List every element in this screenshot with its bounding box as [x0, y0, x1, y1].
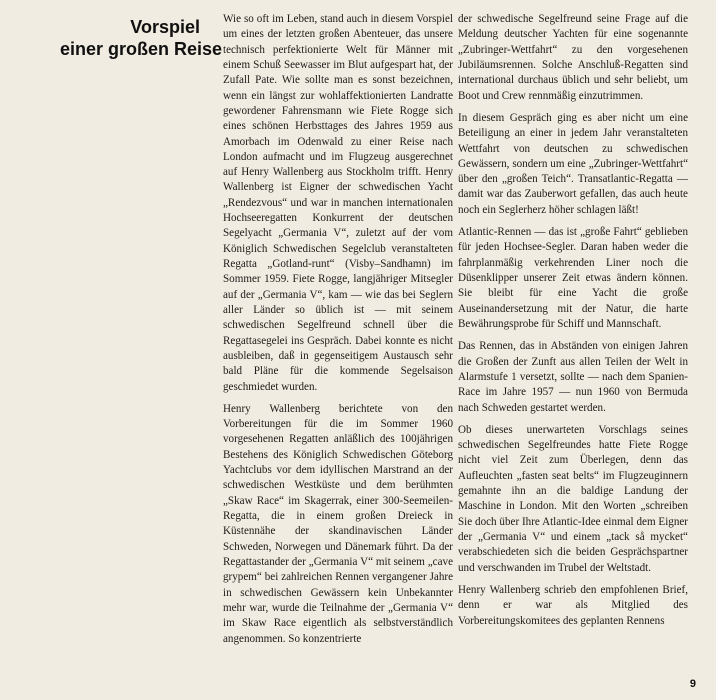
text-column-right — [458, 12, 688, 636]
paragraph: Wie so oft im Leben, stand auch in diesem Vorspiel um eines der letzten großen Abenteuer, das unsere technisch perfektionierte Welt für Männer mit einem Schuß Seewasser im Blut aufgespart hat, der Zufall Pate. Wie sollte man es sonst bezeichnen, wenn ein längst zur wohlaffektionierten Landratte gewordener Fahrensmann wie Fiete Rogge sich eines schönen Herbsttages des Jahres 1959 aus Amorbach im Odenwald zu einer Reise nach London aufmacht und im Flugzeug ausgerechnet auf Henry Wallenberg aus Stockholm trifft. Henry Wallenberg ist Eigner der schwedischen Yacht „Rendezvous“ und war in manchen internationalen Hochseeregatten Konkurrent der deutschen Segelyacht „Germania V“, zuletzt auf der vom Königlich Schwedischen Segelclub veranstalteten Regatta „Gotland-runt“ (Visby–Sandhamn) im Sommer 1959. Fiete Rogge, langjähriger Mitsegler auf der „Germania V“, kam — wie das bei Seglern aller Länder so üblich ist — mit seinem schwedischen Segelfreund schnell über die Regattasegelei ins Gespräch. Dabei konnte es nicht ausbleiben, daß in gegenseitigem Austausch sehr bald Pläne für die kommende Segelsaison geschmiedet wurden. — [223, 13, 453, 393]
paragraph: Das Rennen, das in Abständen von einigen Jahren die Großen der Zunft aus allen Teilen der Welt in Alarmstufe 1 versetzt, sollte — nach dem Spanien-Race im Jahre 1957 — nun 1960 von Bermuda nach Schweden gestartet werden. — [458, 340, 688, 414]
page-number: 9 — [689, 678, 696, 690]
paragraph: Henry Wallenberg schrieb den empfohlenen Brief, denn er war als Mitglied des Vorbereitungskomitees des geplanten Rennens — [458, 583, 688, 627]
text-column-left — [223, 12, 453, 654]
heading-line-1: Vorspiel — [130, 17, 200, 37]
paragraph: In diesem Gespräch ging es aber nicht um eine Beteiligung an einer in jedem Jahr veranstalteten Wettfahrt von deutschen zu schwedischen Gewässern, sondern um eine „Zubringer-Wettfahrt“ über den „großen Teich“. Transatlantic-Regatta — damit war das Zauberwort gefallen, das auch heute noch ein Seglerherz höher schlagen läßt! — [458, 111, 688, 216]
paragraph: Atlantic-Rennen — das ist „große Fahrt“ geblieben für jeden Hochsee-Segler. Daran haben weder die fahrplanmäßig verkehrenden Liner noch die Düsenklipper unserer Zeit etwas ändern können. Sie bleibt für eine Yacht die große Auseinandersetzung mit der Natur, die harte Bewährungsprobe für Schiff und Mannschaft. — [458, 226, 688, 330]
paragraph: der schwedische Segelfreund seine Frage auf die Meldung deutscher Yachten für eine sogenannte „Zubringer-Wettfahrt“ zu den vorgesehenen Jubiläumsrennen. Solche Anschluß-Regatten sind international durchaus üblich und sehr beliebt, um Boot und Crew rennmäßig einzutrimmen. — [458, 13, 688, 102]
section-heading — [60, 16, 223, 60]
heading-line-2: einer großen Reise — [60, 39, 223, 59]
paragraph: Henry Wallenberg berichtete von den Vorbereitungen für die im Sommer 1960 vorgesehenen Regatten anläßlich des 100jährigen Bestehens des Königlich Schwedischen Göteborg Yachtclubs vor dem idyllischen Marstrand an der schwedischen Westküste und dem berühmten „Skaw Race“ im Skagerrak, einer 300-Seemeilen-Regatta, die in einem großen Dreieck in Küstennähe der skandinavischen Länder Schweden, Norwegen und Dänemark führt. Da der Regattastander der „Germania V“ mit seinem „cave grypem“ bei zahlreichen Rennen vergangener Jahre in schwedischen Gewässern kein Unbekannter mehr war, wurde die Teilnahme der „Germania V“ im Skaw Race eigentlich als selbstverständlich angenommen. So konzentrierte — [223, 402, 453, 645]
paragraph: Ob dieses unerwarteten Vorschlags seines schwedischen Segelfreundes hatte Fiete Rogge nicht viel Zeit zum Überlegen, denn das Aufleuchten „fasten seat belts“ im Flugzeuginnern gemahnte ihn an die baldige Landung der Maschine in London. Mit den Worten „schreiben Sie doch über Ihre Atlantic-Idee einmal dem Eigner der „Germania V“ und einem „tack så mycket“ verabschiedeten sich die beiden Gesprächspartner und verschwanden im Trubel der Weltstadt. — [458, 423, 688, 574]
